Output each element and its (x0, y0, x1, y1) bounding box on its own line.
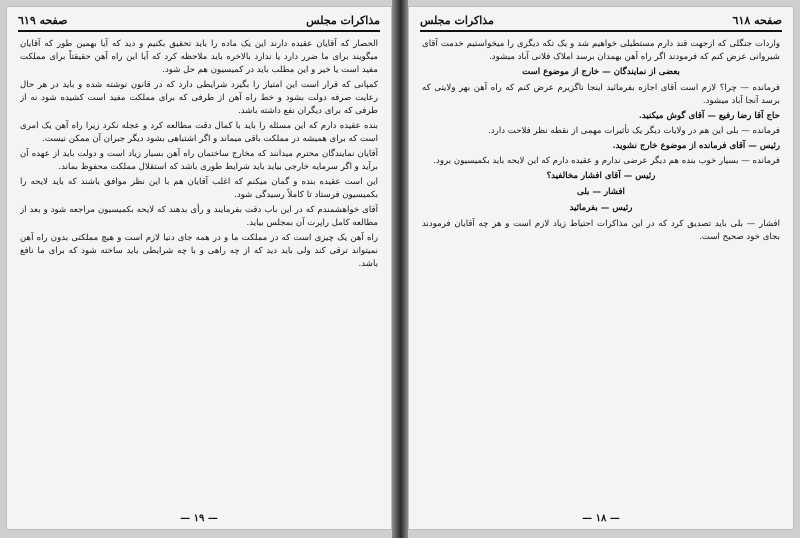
left-paragraph: آقای خواهشمندم که در این باب دقت بفرمایند و رأی بدهند که لایحه بکمیسیون مراجعه شود و بعد از مطالعه کامل راپرت آن بمجلس بیاید. (20, 205, 378, 228)
left-paragraph: این است عقیده بنده و گمان میکنم که اغلب آقایان هم با این نظر موافق باشند که باید لایحه را بکمیسیون فرستاد تا کاملاً رسیدگی شود. (20, 177, 378, 200)
left-paragraph: راه آهن یک چیزی است که در مملکت ما و در همه جای دنیا لازم است و هیچ مملکتی بدون راه آهن نمیتواند ترقی کند ولی باید دید که از چه راهی و با چه شرایطی باید ساخته شود که برای ما نافع باشد. (20, 233, 378, 269)
left-paragraph: بنده عقیده دارم که این مسئله را باید با کمال دقت مطالعه کرد و عجله نکرد زیرا راه آهن یک امری است که برای همیشه در مملکت باقی میماند و اگر اشتباهی بشود دیگر جبران آن ممکن نیست. (20, 121, 378, 144)
right-page-body (422, 38, 780, 504)
left-header-rule (18, 30, 380, 32)
right-speaker-line: بعضی از نمایندگان — خارج از موضوع است (522, 67, 680, 77)
book-gutter (392, 0, 408, 538)
left-page-footer: — ١٩ — (180, 513, 218, 524)
right-speaker-line: رئیس — آقای فرمانده از موضوع خارج نشوید. (612, 141, 780, 151)
right-header-rule (420, 30, 782, 32)
left-page (6, 6, 392, 530)
left-paragraph: کمپانی که قرار است این امتیاز را بگیرد شرایطی دارد که در قانون نوشته شده و باید در هر حال رعایت صرفه دولت بشود و خط راه آهن از طرفی که برای مملکت مفید است کشیده شود نه از طرفی که برای دیگران نفع داشته باشد. (20, 80, 378, 116)
right-page-header (420, 12, 782, 28)
right-paragraph: فرمانده — بلی این هم در ولایات دیگر یک تأثیرات مهمی از نقطه نظر فلاحت دارد. (488, 126, 780, 136)
right-speaker-line: افشار — بلی (577, 187, 625, 197)
right-page-label: صفحه ٦١٨ (732, 13, 782, 27)
right-speaker-line: رئیس — بفرمائید (569, 203, 633, 213)
right-paragraph: افشار — بلی باید تصدیق کرد که در این مذاکرات احتیاط زیاد لازم است و هر چه آقایان فرمودند بجای خود صحیح است. (422, 219, 780, 242)
left-page-header (18, 12, 380, 28)
right-page-footer: — ١٨ — (582, 513, 620, 524)
left-paragraph: الحصار که آقایان عقیده دارند این یک ماده را باید تحقیق بکنیم و دید که آیا بهمین طور که آقایان میگویند برای ما ضرر دارد یا ندارد بالاخره باید ملاحظه کرد که آیا این راه آهن حقیقتاً برای مملکت مفید است یا خیر و این مطلب باید در کمیسیون هم حل شود. (20, 39, 378, 75)
right-speaker-line: رئیس — آقای افشار مخالفید؟ (546, 171, 656, 181)
left-running-title: مذاكرات مجلس (306, 13, 380, 27)
right-paragraph: فرمانده — بسیار خوب بنده هم دیگر عرضی ندارم و عقیده دارم که این لایحه باید بکمیسیون برود. (433, 156, 780, 166)
right-running-title: مذاكرات مجلس (420, 13, 494, 27)
left-paragraph: آقایان نمایندگان محترم میدانند که مخارج ساختمان راه آهن بسیار زیاد است و دولت باید از عهده آن برآید و اگر سرمایه خارجی بیاید باید شرایط طوری باشد که استقلال مملکت محفوظ بماند. (20, 149, 378, 172)
right-paragraph: واردات جنگلی که ازجهت قند دارم مستطیلی خواهیم شد و یک تکه دیگری را میخواستیم خدمت آقای شیروانی عرض کنم که فرمودند اگر راه آهن بهمدان برسد املاک فلانی آباد میشود. (422, 39, 780, 62)
right-paragraph: فرمانده — چرا؟ لازم است آقای اجازه بفرمائید اینجا ناگزیرم عرض کنم که راه آهن بهر ولایتی که برسد آنجا آباد میشود. (422, 83, 780, 106)
right-speaker-line: حاج آقا رضا رفیع — آقای گوش میکنید. (638, 111, 780, 121)
right-page (408, 6, 794, 530)
left-page-body (20, 38, 378, 504)
left-page-label: صفحه ٦١٩ (18, 13, 68, 27)
